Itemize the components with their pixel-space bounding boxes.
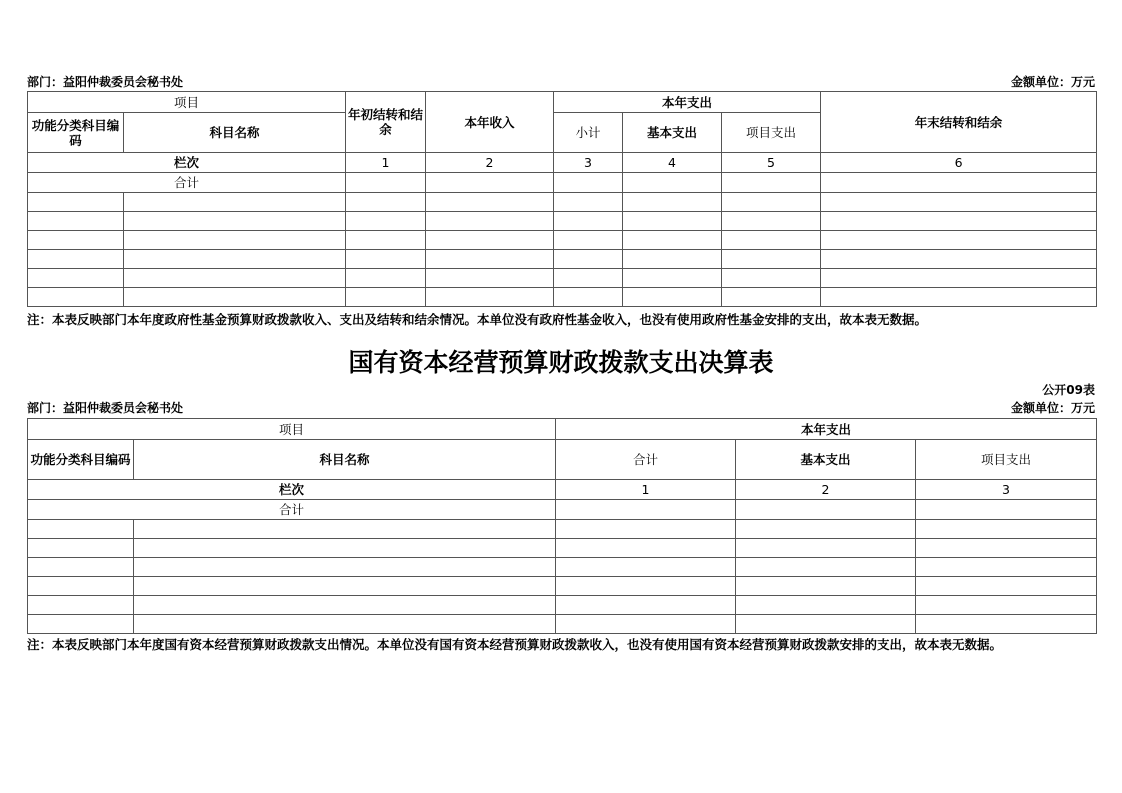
col-num: 4 [623, 153, 722, 173]
header-total: 合计 [556, 440, 736, 480]
unit-label-2: 金额单位：万元 [1010, 401, 1095, 415]
table-row [28, 231, 1097, 250]
dept-label-2: 部门：益阳仲裁委员会秘书处 [27, 401, 184, 415]
table-cell [426, 173, 554, 193]
table-row [28, 212, 1097, 231]
col-num: 3 [554, 153, 623, 173]
table-row [28, 539, 1097, 558]
col-num: 3 [916, 480, 1097, 500]
header-subtotal: 小计 [554, 113, 623, 153]
header-begin-balance: 年初结转和结余 [346, 92, 426, 153]
table-row [28, 577, 1097, 596]
header-basic: 基本支出 [623, 113, 722, 153]
table-cell [623, 173, 722, 193]
note-2: 注：本表反映部门本年度国有资本经营预算财政拨款支出情况。本单位没有国有资本经营预算财政拨款收入，也没有使用国有资本经营预算财政拨款安排的支出，故本表无数据。 [27, 637, 1003, 652]
form-number: 公开09表 [1042, 383, 1095, 397]
table-row [28, 193, 1097, 212]
row-total: 合计 [28, 500, 556, 520]
table-row [28, 250, 1097, 269]
table-row [28, 558, 1097, 577]
table-row [28, 269, 1097, 288]
col-num: 1 [346, 153, 426, 173]
header-project: 项目 [28, 92, 346, 113]
row-lanci: 栏次 [28, 153, 346, 173]
row-lanci: 栏次 [28, 480, 556, 500]
header-proj: 项目支出 [722, 113, 821, 153]
table-cell [554, 173, 623, 193]
dept-label-1: 部门：益阳仲裁委员会秘书处 [27, 75, 184, 89]
col-num: 1 [556, 480, 736, 500]
header-project: 项目 [28, 419, 556, 440]
table-cell [916, 500, 1097, 520]
col-num: 6 [821, 153, 1097, 173]
header-proj: 项目支出 [916, 440, 1097, 480]
header-expense: 本年支出 [554, 92, 821, 113]
table-cell [736, 500, 916, 520]
unit-label-1: 金额单位：万元 [1010, 75, 1095, 89]
table-cell [556, 500, 736, 520]
header-name: 科目名称 [134, 440, 556, 480]
table-row [28, 288, 1097, 307]
col-num: 2 [426, 153, 554, 173]
col-num: 5 [722, 153, 821, 173]
header-name: 科目名称 [124, 113, 346, 153]
fund-budget-table [27, 91, 1097, 307]
table-cell [821, 173, 1097, 193]
header-expense: 本年支出 [556, 419, 1097, 440]
table-row [28, 520, 1097, 539]
table-row [28, 615, 1097, 634]
header-basic: 基本支出 [736, 440, 916, 480]
state-capital-table [27, 418, 1097, 634]
col-num: 2 [736, 480, 916, 500]
table-row [28, 596, 1097, 615]
header-end-balance: 年末结转和结余 [821, 92, 1097, 153]
header-code: 功能分类科目编码 [28, 113, 124, 153]
header-income: 本年收入 [426, 92, 554, 153]
note-1: 注：本表反映部门本年度政府性基金预算财政拨款收入、支出及结转和结余情况。本单位没有政府性基金收入，也没有使用政府性基金安排的支出，故本表无数据。 [27, 312, 928, 327]
header-code: 功能分类科目编码 [28, 440, 134, 480]
table-cell [722, 173, 821, 193]
page-title: 国有资本经营预算财政拨款支出决算表 [348, 348, 774, 377]
table-cell [346, 173, 426, 193]
row-total: 合计 [28, 173, 346, 193]
